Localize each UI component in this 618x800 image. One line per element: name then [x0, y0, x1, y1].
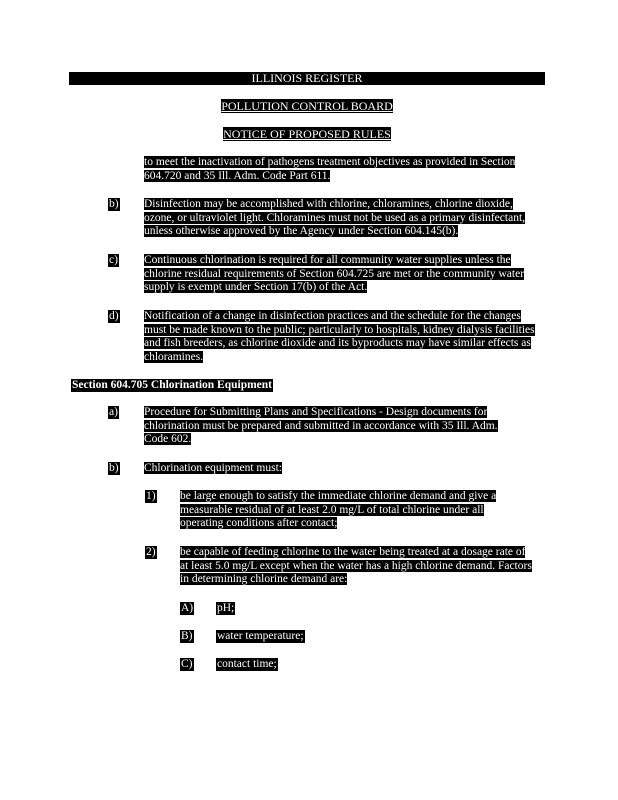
item-c-paragraph — [144, 254, 534, 295]
section-item-b-paragraph — [144, 462, 444, 476]
section-item-a-text: Procedure for Submitting Plans and Specifications - Design documents for chlorination must be prepared and submitted in accordance with 35 Ill. Adm. Code 602. — [144, 406, 498, 445]
section-item-b-text: Chlorination equipment must: — [144, 462, 282, 474]
subitem-2-text: be capable of feeding chlorine to the water being treated at a dosage rate of at least 5.0 mg/L except when the water has a high chlorine demand. Factors in determining chlorine demand are: — [180, 546, 532, 585]
item-b-text: Disinfection may be accomplished with chlorine, chloramines, chlorine dioxide, ozone, or ultraviolet light. Chloramines must not be used as a primary disinfectant, unless otherwise approved by the Agency under Section 604.145(b). — [144, 198, 526, 237]
continuation-text: to meet the inactivation of pathogens treatment objectives as provided in Section 604.720 and 35 Ill. Adm. Code Part 611. — [144, 156, 516, 182]
item-b-paragraph — [144, 198, 540, 239]
factor-a-label: A) — [181, 602, 194, 614]
subitem-1-text: be large enough to satisfy the immediate chlorine demand and give a measurable residual of at least 2.0 mg/L of total chlorine under all operating conditions after contact; — [180, 490, 497, 529]
subitem-2-paragraph — [180, 546, 532, 587]
section-item-a-label: a) — [109, 406, 118, 418]
factor-a-text: pH; — [217, 602, 235, 614]
item-c-label: c) — [109, 254, 118, 266]
board-header — [69, 100, 545, 113]
board-title: POLLUTION CONTROL BOARD — [221, 99, 393, 113]
section-heading: Section 604.705 Chlorination Equipment — [72, 379, 272, 391]
subitem-1-label: 1) — [146, 490, 156, 502]
subitem-1-paragraph — [180, 490, 520, 531]
factor-b-label: B) — [181, 630, 193, 642]
factor-b-text: water temperature; — [217, 630, 304, 642]
item-b-label: b) — [109, 198, 119, 210]
item-c-text: Continuous chlorination is required for all community water supplies unless the chlorine residual requirements of Section 604.725 are met or the community water supply is exempt under Section 17(b) of the Act. — [144, 254, 525, 293]
section-item-b-label: b) — [109, 462, 119, 474]
item-d-text: Notification of a change in disinfection practices and the schedule for the changes must be made known to the public; particularly to hospitals, kidney dialysis facilities and fish breeders, as chlorine dioxide and its byproducts may have similar effects as chloramines. — [144, 310, 535, 363]
continuation-paragraph — [144, 156, 538, 183]
register-header — [69, 72, 545, 85]
notice-header — [69, 128, 545, 141]
subitem-2-label: 2) — [146, 546, 156, 558]
factor-c-text: contact time; — [217, 658, 277, 670]
item-d-paragraph — [144, 310, 542, 364]
factor-c-label: C) — [181, 658, 193, 670]
section-item-a-paragraph — [144, 406, 516, 447]
notice-title: NOTICE OF PROPOSED RULES — [223, 127, 391, 141]
register-title: ILLINOIS REGISTER — [251, 71, 363, 85]
item-d-label: d) — [109, 310, 119, 322]
